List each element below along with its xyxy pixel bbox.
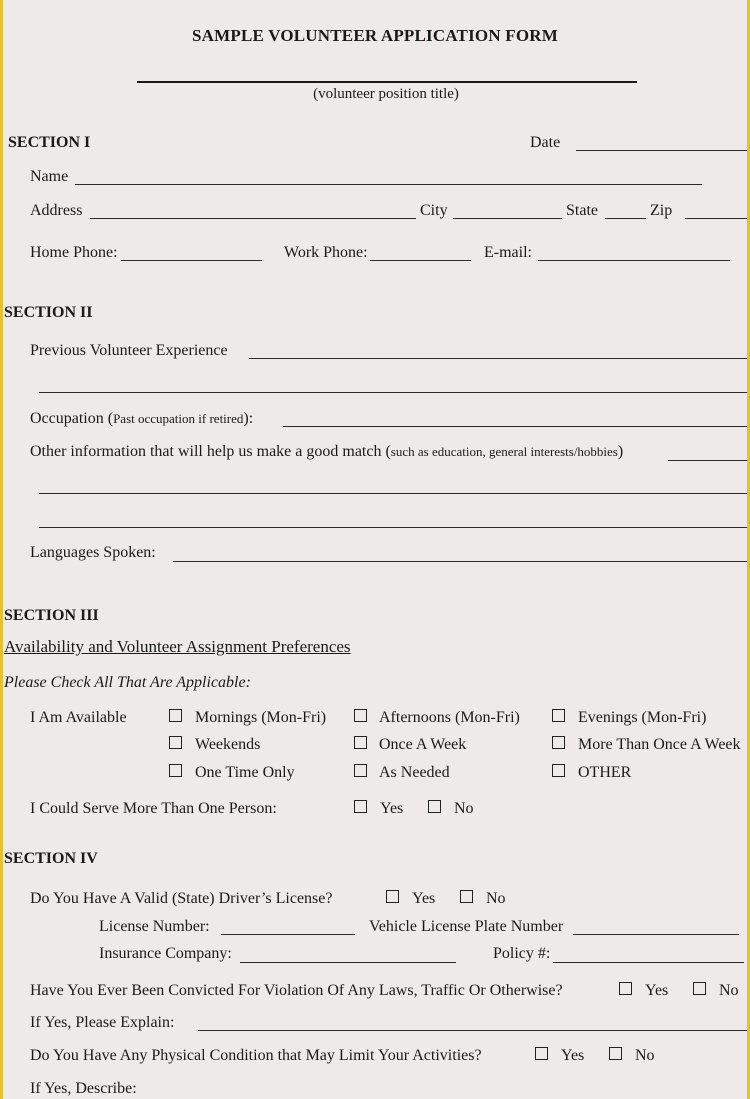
more-than-once-a-week-checkbox[interactable] <box>552 736 565 749</box>
license-question: Do You Have A Valid (State) Driver’s License? <box>30 890 333 907</box>
serve-more-label: I Could Serve More Than One Person: <box>30 800 277 817</box>
email-field[interactable] <box>538 260 730 261</box>
other-info-field[interactable] <box>668 460 747 461</box>
as-needed-label: As Needed <box>379 764 450 781</box>
languages-field[interactable] <box>173 561 747 562</box>
license-yes-label: Yes <box>412 890 436 907</box>
once-a-week-label: Once A Week <box>379 736 467 753</box>
name-field[interactable] <box>75 184 702 185</box>
previous-experience-field[interactable] <box>249 358 747 359</box>
address-label: Address <box>30 202 83 219</box>
name-label: Name <box>30 168 69 185</box>
one-time-only-checkbox[interactable] <box>169 764 182 777</box>
mornings-label: Mornings (Mon-Fri) <box>195 709 327 726</box>
one-time-only-label: One Time Only <box>195 764 295 781</box>
check-instruction: Please Check All That Are Applicable: <box>4 674 251 691</box>
mornings-checkbox[interactable] <box>169 709 182 722</box>
license-yes-checkbox[interactable] <box>386 890 399 903</box>
previous-experience-field-line-2[interactable] <box>39 392 747 393</box>
serve-more-no-checkbox[interactable] <box>428 800 441 813</box>
serve-more-yes-checkbox[interactable] <box>354 800 367 813</box>
serve-more-no-label: No <box>454 800 474 817</box>
position-title-caption: (volunteer position title) <box>313 86 459 102</box>
other-info-label: Other information that will help us make a good match (such as education, general interests/hobbies) <box>30 443 624 460</box>
license-no-label: No <box>486 890 506 907</box>
convicted-question: Have You Ever Been Convicted For Violation Of Any Laws, Traffic Or Otherwise? <box>30 982 563 999</box>
as-needed-checkbox[interactable] <box>354 764 367 777</box>
date-label: Date <box>530 134 561 151</box>
state-label: State <box>566 202 598 219</box>
section-3-subheading: Availability and Volunteer Assignment Preferences <box>4 637 351 656</box>
physical-question: Do You Have Any Physical Condition that May Limit Your Activities? <box>30 1047 482 1064</box>
more-than-once-a-week-label: More Than Once A Week <box>578 736 741 753</box>
other-info-field-line-2[interactable] <box>39 493 747 494</box>
languages-label: Languages Spoken: <box>30 544 156 561</box>
evenings-checkbox[interactable] <box>552 709 565 722</box>
date-field[interactable] <box>576 150 747 151</box>
physical-yes-label: Yes <box>561 1047 585 1064</box>
evenings-label: Evenings (Mon-Fri) <box>578 709 707 726</box>
physical-yes-checkbox[interactable] <box>535 1047 548 1060</box>
physical-no-label: No <box>635 1047 655 1064</box>
physical-no-checkbox[interactable] <box>609 1047 622 1060</box>
section-1-heading: SECTION I <box>8 134 91 151</box>
other-label: OTHER <box>578 764 632 781</box>
address-field[interactable] <box>90 218 416 219</box>
convicted-yes-label: Yes <box>645 982 669 999</box>
weekends-checkbox[interactable] <box>169 736 182 749</box>
vehicle-plate-field[interactable] <box>573 934 739 935</box>
explain-label: If Yes, Please Explain: <box>30 1014 175 1031</box>
explain-field[interactable] <box>198 1030 747 1031</box>
once-a-week-checkbox[interactable] <box>354 736 367 749</box>
availability-label: I Am Available <box>30 709 127 726</box>
city-label: City <box>420 202 448 219</box>
section-3-heading: SECTION III <box>4 607 99 624</box>
convicted-no-checkbox[interactable] <box>693 982 706 995</box>
city-field[interactable] <box>453 218 562 219</box>
convicted-yes-checkbox[interactable] <box>619 982 632 995</box>
state-field[interactable] <box>605 218 646 219</box>
form-title: SAMPLE VOLUNTEER APPLICATION FORM <box>192 26 558 45</box>
other-checkbox[interactable] <box>552 764 565 777</box>
zip-field[interactable] <box>685 218 747 219</box>
serve-more-yes-label: Yes <box>380 800 404 817</box>
insurance-field[interactable] <box>240 962 456 963</box>
section-4-heading: SECTION IV <box>4 850 98 867</box>
policy-label: Policy #: <box>493 945 551 962</box>
zip-label: Zip <box>650 202 673 219</box>
describe-label: If Yes, Describe: <box>30 1080 137 1097</box>
afternoons-label: Afternoons (Mon-Fri) <box>379 709 520 726</box>
vehicle-plate-label: Vehicle License Plate Number <box>369 918 564 935</box>
insurance-label: Insurance Company: <box>99 945 232 962</box>
occupation-label: Occupation (Past occupation if retired): <box>30 410 254 427</box>
position-title-line[interactable] <box>137 81 637 83</box>
home-phone-field[interactable] <box>121 260 262 261</box>
license-number-label: License Number: <box>99 918 210 935</box>
work-phone-field[interactable] <box>370 260 471 261</box>
other-info-field-line-3[interactable] <box>39 527 747 528</box>
license-no-checkbox[interactable] <box>460 890 473 903</box>
home-phone-label: Home Phone: <box>30 244 118 261</box>
section-2-heading: SECTION II <box>4 304 93 321</box>
policy-field[interactable] <box>553 962 744 963</box>
previous-experience-label: Previous Volunteer Experience <box>30 342 228 359</box>
weekends-label: Weekends <box>195 736 261 753</box>
email-label: E-mail: <box>484 244 532 261</box>
afternoons-checkbox[interactable] <box>354 709 367 722</box>
occupation-field[interactable] <box>283 426 747 427</box>
license-number-field[interactable] <box>221 934 355 935</box>
convicted-no-label: No <box>719 982 739 999</box>
work-phone-label: Work Phone: <box>284 244 368 261</box>
